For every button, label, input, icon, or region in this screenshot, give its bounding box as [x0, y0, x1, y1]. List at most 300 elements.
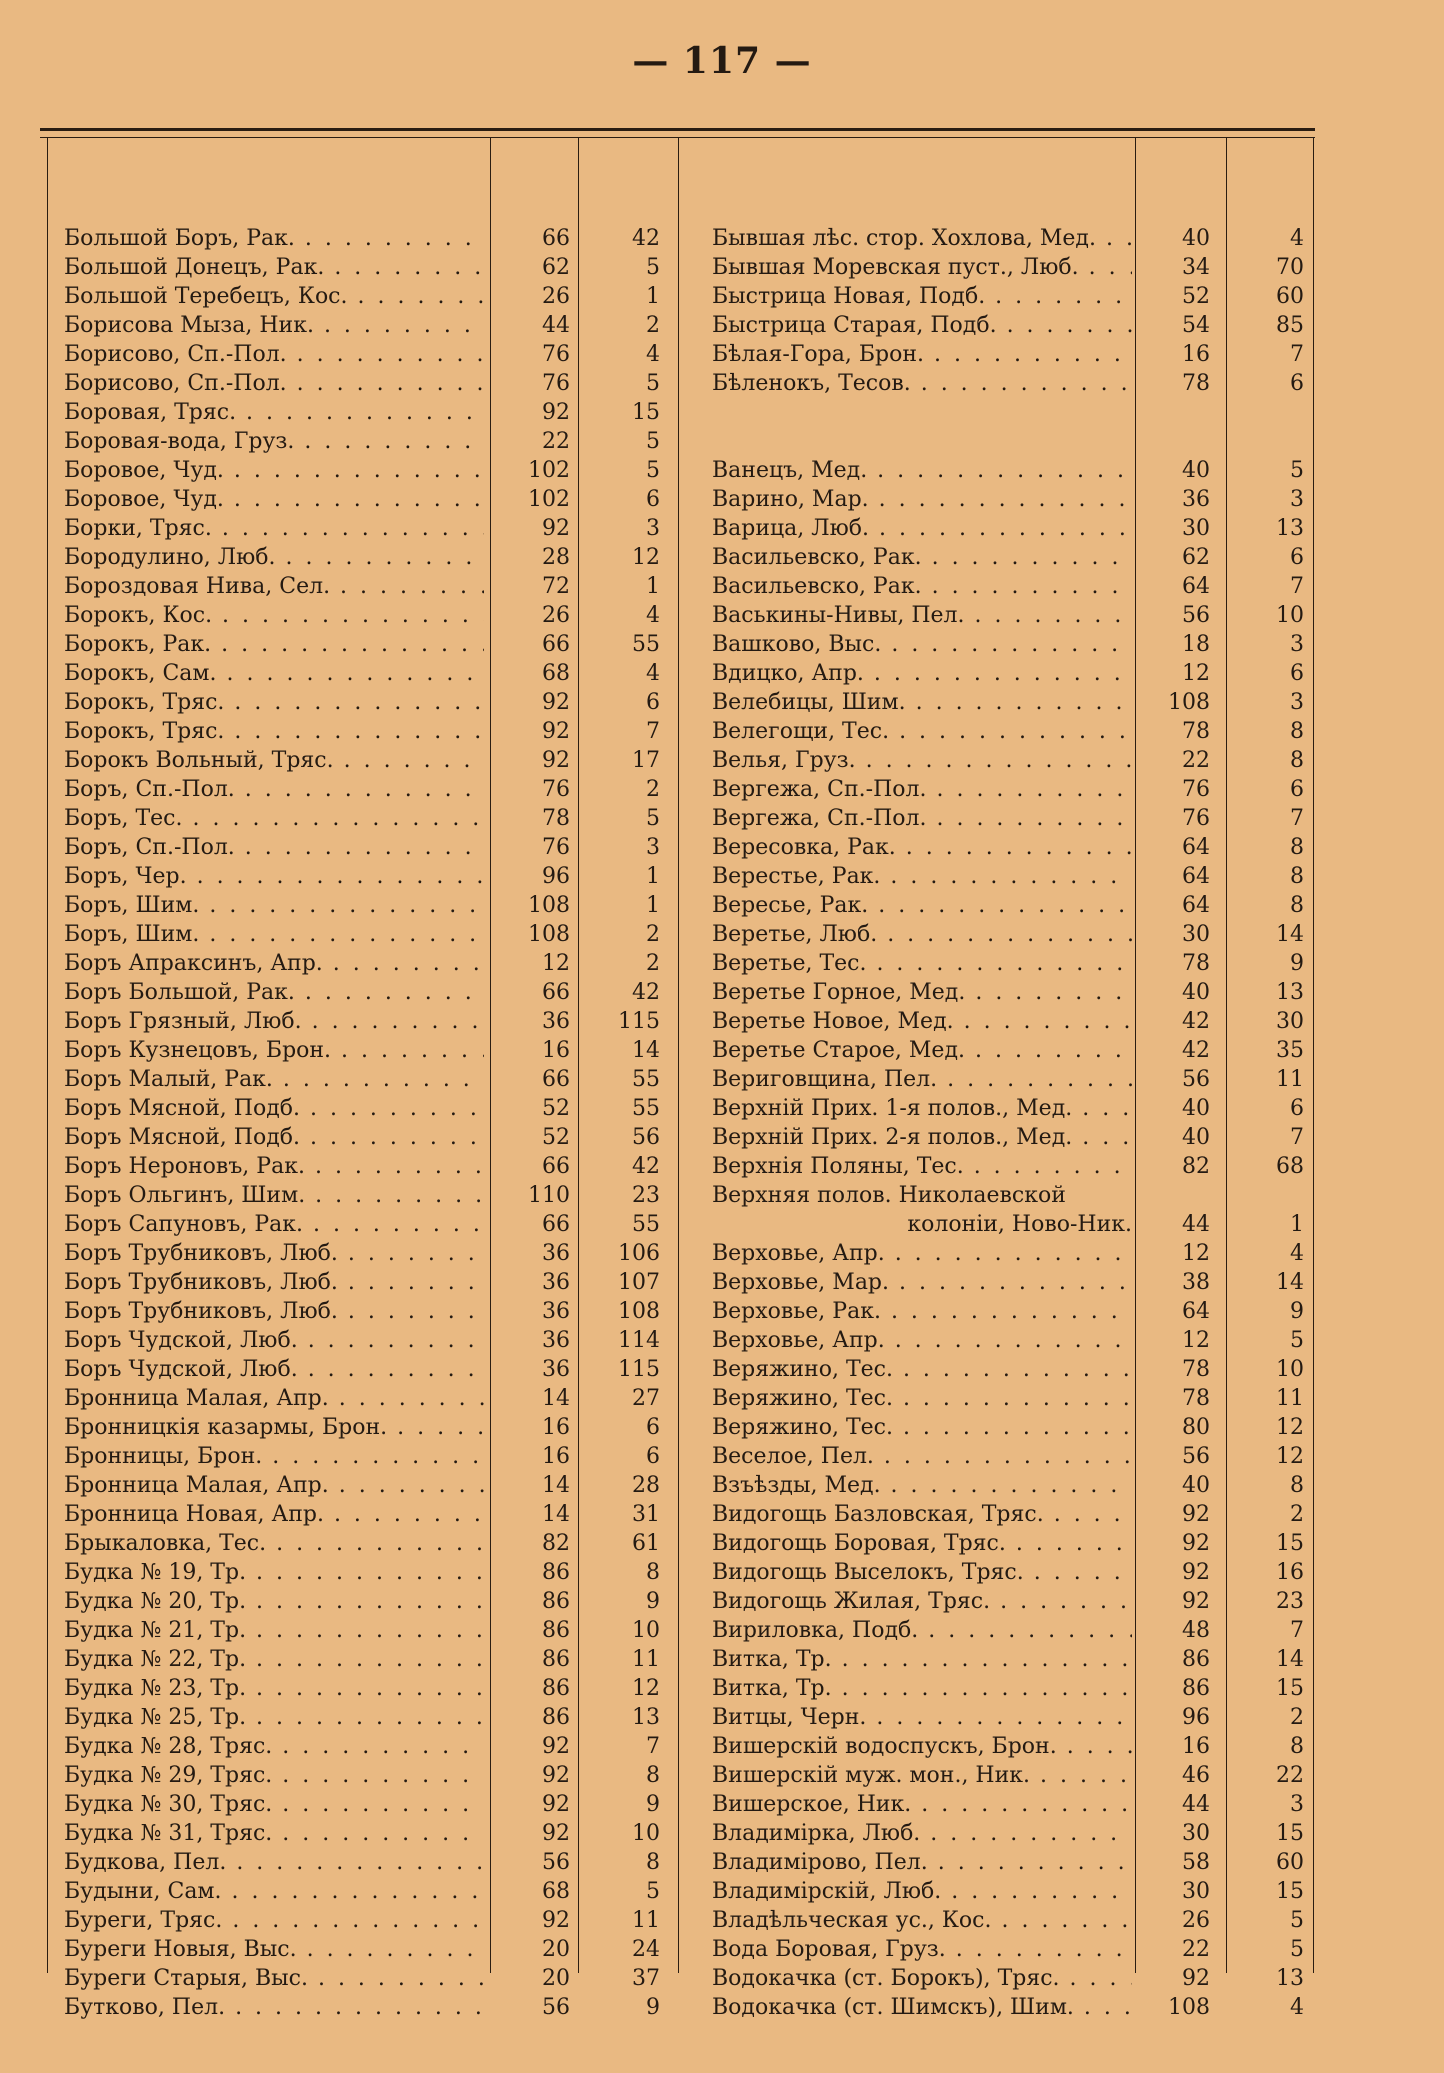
entry-name: Бородулино, Люб. . . .	[64, 543, 484, 572]
index-entry	[0, 1413, 1444, 1442]
entry-page: 62	[1182, 545, 1210, 570]
entry-page: 92	[542, 1792, 570, 1817]
entry-number: 15	[1276, 1676, 1304, 1701]
entry-number: 28	[632, 1473, 660, 1498]
entry-name: Верховье, Мар. . . .	[712, 1268, 1132, 1297]
entry-page: 86	[1182, 1647, 1210, 1672]
entry-page: 64	[1182, 864, 1210, 889]
entry-number: 1	[646, 574, 660, 599]
entry-name: Большой Теребецъ, Кос. . . .	[64, 282, 484, 311]
entry-name: Видогощь Выселокъ, Тряс. . . .	[712, 1558, 1132, 1587]
entry-name: Веселое, Пел. . . .	[712, 1442, 1132, 1471]
entry-page: 52	[1182, 284, 1210, 309]
entry-number: 4	[1290, 1241, 1304, 1266]
entry-number: 24	[632, 1937, 660, 1962]
entry-page: 26	[542, 603, 570, 628]
entry-number: 60	[1276, 1850, 1304, 1875]
entry-name: Бывшая лѣс. стор. Хохлова, Мед. . . .	[712, 224, 1132, 253]
index-entry	[0, 949, 1444, 978]
entry-page: 16	[1182, 342, 1210, 367]
entry-page: 38	[1182, 1270, 1210, 1295]
entry-name: Боръ, Шим. . . .	[64, 891, 484, 920]
entry-page: 66	[542, 1067, 570, 1092]
entry-page: 44	[1182, 1212, 1210, 1237]
entry-page: 86	[1182, 1676, 1210, 1701]
entry-name: колоніи, Ново-Ник.	[907, 1212, 1132, 1237]
entry-name: Боръ, Сп.-Пол. . . .	[64, 775, 484, 804]
entry-number: 6	[646, 487, 660, 512]
entry-page: 40	[1182, 1125, 1210, 1150]
entry-number: 55	[632, 1212, 660, 1237]
entry-name: Боръ, Тес. . . .	[64, 804, 484, 833]
entry-name: Борисова Мыза, Ник. . . .	[64, 311, 484, 340]
entry-number: 30	[1276, 1009, 1304, 1034]
entry-number: 9	[1290, 1299, 1304, 1324]
entry-name: Вишерскій муж. мон., Ник. . . .	[712, 1761, 1132, 1790]
entry-number: 13	[1276, 516, 1304, 541]
index-entry	[0, 630, 1444, 659]
index-entry	[0, 717, 1444, 746]
entry-page: 40	[1182, 458, 1210, 483]
index-entry	[0, 1268, 1444, 1297]
entry-number: 8	[1290, 748, 1304, 773]
entry-number: 3	[1290, 690, 1304, 715]
entry-page: 66	[542, 226, 570, 251]
entry-number: 68	[1276, 1154, 1304, 1179]
entry-name: Владимірскій, Люб. . . .	[712, 1877, 1132, 1906]
entry-name: Борокъ, Рак. . . .	[64, 630, 484, 659]
entry-page: 92	[542, 690, 570, 715]
entry-number: 56	[632, 1125, 660, 1150]
entry-name: Бѣленокъ, Тесов. . . .	[712, 369, 1132, 398]
entry-number: 6	[1290, 371, 1304, 396]
entry-number: 14	[1276, 922, 1304, 947]
entry-page: 12	[1182, 661, 1210, 686]
entry-page: 78	[1182, 1386, 1210, 1411]
entry-name: Буреги, Тряс. . . .	[64, 1906, 484, 1935]
entry-name: Будка № 20, Тр. . . .	[64, 1587, 484, 1616]
entry-number: 42	[632, 980, 660, 1005]
entry-page: 42	[1182, 1009, 1210, 1034]
entry-page: 56	[1182, 1444, 1210, 1469]
entry-name: Борокъ, Сам. . . .	[64, 659, 484, 688]
entry-number: 8	[1290, 719, 1304, 744]
entry-number: 55	[632, 1067, 660, 1092]
entry-page: 96	[542, 864, 570, 889]
index-entry	[0, 1326, 1444, 1355]
index-entry	[0, 1007, 1444, 1036]
entry-page: 14	[542, 1502, 570, 1527]
entry-name: Борокъ, Тряс. . . .	[64, 717, 484, 746]
entry-name: Верхній Прих. 2-я полов., Мед. . . .	[712, 1123, 1132, 1152]
entry-name: Верховье, Апр. . . .	[712, 1326, 1132, 1355]
index-entry	[0, 1877, 1444, 1906]
entry-page: 78	[1182, 951, 1210, 976]
entry-number: 8	[646, 1850, 660, 1875]
index-entry	[0, 514, 1444, 543]
entry-name: Владѣльческая ус., Кос. . . .	[712, 1906, 1132, 1935]
entry-name: Быстрица Новая, Подб. . . .	[712, 282, 1132, 311]
entry-name: Боровая-вода, Груз. . . .	[64, 427, 484, 456]
entry-name: Варица, Люб. . . .	[712, 514, 1132, 543]
entry-page: 80	[1182, 1415, 1210, 1440]
index-entry	[0, 1471, 1444, 1500]
entry-name: Вода Боровая, Груз. . . .	[712, 1935, 1132, 1964]
index-entry	[0, 1993, 1444, 2022]
entry-number: 12	[632, 1676, 660, 1701]
entry-number: 2	[646, 313, 660, 338]
entry-page: 64	[1182, 835, 1210, 860]
entry-number: 60	[1276, 284, 1304, 309]
entry-name: Боровое, Чуд. . . .	[64, 456, 484, 485]
index-entry	[0, 1674, 1444, 1703]
entry-number: 27	[632, 1386, 660, 1411]
entry-name: Боръ Ольгинъ, Шим. . . .	[64, 1181, 484, 1210]
entry-page: 92	[1182, 1589, 1210, 1614]
entry-page: 92	[542, 748, 570, 773]
entry-page: 30	[1182, 922, 1210, 947]
index-entry	[0, 920, 1444, 949]
entry-page: 108	[528, 893, 570, 918]
index-entry	[0, 833, 1444, 862]
entry-name: Борокъ, Тряс. . . .	[64, 688, 484, 717]
entry-name: Борисово, Сп.-Пол. . . .	[64, 369, 484, 398]
entry-name: Будка № 25, Тр. . . .	[64, 1703, 484, 1732]
entry-page: 78	[1182, 719, 1210, 744]
entry-name: Вересье, Рак. . . .	[712, 891, 1132, 920]
entry-page: 86	[542, 1676, 570, 1701]
entry-number: 7	[1290, 574, 1304, 599]
entry-number: 35	[1276, 1038, 1304, 1063]
entry-number: 42	[632, 1154, 660, 1179]
entry-number: 5	[1290, 1908, 1304, 1933]
entry-number: 11	[1276, 1386, 1304, 1411]
entry-page: 14	[542, 1473, 570, 1498]
entry-name: Владимірово, Пел. . . .	[712, 1848, 1132, 1877]
entry-name: Брыкаловка, Тес. . . .	[64, 1529, 484, 1558]
index-entry	[0, 1297, 1444, 1326]
entry-number: 5	[646, 429, 660, 454]
entry-page: 26	[542, 284, 570, 309]
entry-name: Боръ Грязный, Люб. . . .	[64, 1007, 484, 1036]
entry-number: 15	[1276, 1821, 1304, 1846]
entry-name: Боровое, Чуд. . . .	[64, 485, 484, 514]
entry-name: Бѣлая-Гора, Брон. . . .	[712, 340, 1132, 369]
entry-page: 48	[1182, 1618, 1210, 1643]
entry-number: 17	[632, 748, 660, 773]
entry-number: 85	[1276, 313, 1304, 338]
page-number: — 117 —	[632, 40, 812, 82]
entry-name: Вириловка, Подб. . . .	[712, 1616, 1132, 1645]
entry-page: 36	[542, 1270, 570, 1295]
entry-name: Боръ Малый, Рак. . . .	[64, 1065, 484, 1094]
entry-number: 107	[618, 1270, 660, 1295]
entry-number: 31	[632, 1502, 660, 1527]
entry-name: Веряжино, Тес. . . .	[712, 1413, 1132, 1442]
entry-name: Будка № 22, Тр. . . .	[64, 1645, 484, 1674]
index-entry	[0, 1587, 1444, 1616]
entry-page: 56	[1182, 1067, 1210, 1092]
entry-number: 10	[632, 1618, 660, 1643]
entry-name: Бронница Малая, Апр. . . .	[64, 1384, 484, 1413]
index-entry	[0, 804, 1444, 833]
index-entry	[0, 1616, 1444, 1645]
entry-name: Веретье Горное, Мед. . . .	[712, 978, 1132, 1007]
entry-name: Васильевско, Рак. . . .	[712, 543, 1132, 572]
entry-page: 92	[542, 1821, 570, 1846]
entry-name: Большой Донецъ, Рак. . . .	[64, 253, 484, 282]
entry-page: 52	[542, 1125, 570, 1150]
entry-page: 96	[1182, 1705, 1210, 1730]
entry-number: 5	[646, 1879, 660, 1904]
entry-name: Бороздовая Нива, Сел. . . .	[64, 572, 484, 601]
entry-number: 115	[618, 1357, 660, 1382]
entry-name: Ванецъ, Мед. . . .	[712, 456, 1132, 485]
entry-number: 11	[632, 1647, 660, 1672]
entry-number: 8	[1290, 835, 1304, 860]
entry-name: Будка № 28, Тряс. . . .	[64, 1732, 484, 1761]
entry-name: Борокъ Вольный, Тряс. . . .	[64, 746, 484, 775]
entry-name: Вишерское, Ник. . . .	[712, 1790, 1132, 1819]
entry-name: Борокъ, Кос. . . .	[64, 601, 484, 630]
entry-page: 64	[1182, 1299, 1210, 1324]
index-entry	[0, 1065, 1444, 1094]
entry-number: 3	[1290, 1792, 1304, 1817]
entry-name: Велья, Груз. . . .	[712, 746, 1132, 775]
entry-page: 92	[542, 1763, 570, 1788]
entry-name: Водокачка (ст. Шимскъ), Шим. . . .	[712, 1993, 1132, 2022]
entry-page: 40	[1182, 226, 1210, 251]
entry-page: 28	[542, 545, 570, 570]
entry-number: 5	[646, 371, 660, 396]
entry-name: Верхняя полов. Николаевской	[712, 1183, 1066, 1208]
entry-page: 76	[542, 835, 570, 860]
entry-page: 46	[1182, 1763, 1210, 1788]
index-entry	[0, 1152, 1444, 1181]
index-entry	[0, 978, 1444, 1007]
entry-name: Велегощи, Тес. . . .	[712, 717, 1132, 746]
entry-number: 6	[1290, 661, 1304, 686]
index-entry	[0, 1848, 1444, 1877]
entry-name: Вересовка, Рак. . . .	[712, 833, 1132, 862]
entry-name: Большой Боръ, Рак. . . .	[64, 224, 484, 253]
entry-number: 7	[1290, 1618, 1304, 1643]
entry-number: 2	[646, 777, 660, 802]
index-entry	[0, 1094, 1444, 1123]
entry-name: Вашково, Выс. . . .	[712, 630, 1132, 659]
entry-name: Варино, Мар. . . .	[712, 485, 1132, 514]
entry-name: Витка, Тр. . . .	[712, 1645, 1132, 1674]
entry-name: Верхній Прих. 1-я полов., Мед. . . .	[712, 1094, 1132, 1123]
entry-name: Васильевско, Рак. . . .	[712, 572, 1132, 601]
entry-name: Бронница Малая, Апр. . . .	[64, 1471, 484, 1500]
header-rule	[40, 128, 1315, 138]
entry-number: 9	[646, 1995, 660, 2020]
entry-page: 66	[542, 632, 570, 657]
entry-number: 5	[1290, 458, 1304, 483]
index-entry	[0, 282, 1444, 311]
index-entry	[0, 456, 1444, 485]
entry-number: 22	[1276, 1763, 1304, 1788]
entry-page: 16	[1182, 1734, 1210, 1759]
entry-name: Видогощь Боровая, Тряс. . . .	[712, 1529, 1132, 1558]
entry-number: 106	[618, 1241, 660, 1266]
entry-page: 56	[542, 1995, 570, 2020]
entry-page: 22	[1182, 1937, 1210, 1962]
entry-name: Быстрица Старая, Подб. . . .	[712, 311, 1132, 340]
entry-name: Верестье, Рак. . . .	[712, 862, 1132, 891]
entry-page: 86	[542, 1618, 570, 1643]
entry-page: 66	[542, 1212, 570, 1237]
entry-number: 23	[632, 1183, 660, 1208]
entry-number: 12	[1276, 1415, 1304, 1440]
entry-page: 36	[542, 1357, 570, 1382]
entry-number: 23	[1276, 1589, 1304, 1614]
entry-name: Верховье, Апр. . . .	[712, 1239, 1132, 1268]
entry-page: 30	[1182, 516, 1210, 541]
entry-number: 108	[618, 1299, 660, 1324]
entry-page: 76	[1182, 777, 1210, 802]
entry-name: Веретье Новое, Мед. . . .	[712, 1007, 1132, 1036]
index-entry	[0, 311, 1444, 340]
entry-name: Веретье, Тес. . . .	[712, 949, 1132, 978]
entry-name: Водокачка (ст. Борокъ), Тряс. . . .	[712, 1964, 1132, 1993]
index-entry	[0, 601, 1444, 630]
entry-page: 16	[542, 1038, 570, 1063]
entry-number: 6	[646, 690, 660, 715]
entry-number: 8	[1290, 1734, 1304, 1759]
entry-name: Витка, Тр. . . .	[712, 1674, 1132, 1703]
entry-number: 6	[646, 1415, 660, 1440]
entry-name: Боръ Мясной, Подб. . . .	[64, 1094, 484, 1123]
entry-name: Буреги Старыя, Выс. . . .	[64, 1964, 484, 1993]
index-entry	[0, 891, 1444, 920]
entry-name: Будкова, Пел. . . .	[64, 1848, 484, 1877]
entry-page: 16	[542, 1415, 570, 1440]
entry-number: 10	[1276, 1357, 1304, 1382]
entry-name: Боръ Нероновъ, Рак. . . .	[64, 1152, 484, 1181]
entry-page: 40	[1182, 980, 1210, 1005]
index-entry	[0, 1790, 1444, 1819]
index-entry	[0, 688, 1444, 717]
entry-number: 55	[632, 1096, 660, 1121]
entry-number: 7	[646, 719, 660, 744]
entry-number: 14	[632, 1038, 660, 1063]
entry-page: 108	[528, 922, 570, 947]
entry-page: 76	[542, 777, 570, 802]
entry-page: 42	[1182, 1038, 1210, 1063]
entry-number: 4	[1290, 226, 1304, 251]
entry-page: 92	[1182, 1966, 1210, 1991]
entry-page: 58	[1182, 1850, 1210, 1875]
entry-page: 30	[1182, 1821, 1210, 1846]
entry-name: Владимірка, Люб. . . .	[712, 1819, 1132, 1848]
entry-name: Бронницы, Брон. . . .	[64, 1442, 484, 1471]
entry-number: 15	[1276, 1879, 1304, 1904]
index-entry	[0, 1355, 1444, 1384]
entry-page: 92	[542, 719, 570, 744]
entry-page: 82	[542, 1531, 570, 1556]
entry-page: 18	[1182, 632, 1210, 657]
entry-name: Веряжино, Тес. . . .	[712, 1384, 1132, 1413]
entry-page: 110	[528, 1183, 570, 1208]
index-entry	[0, 1500, 1444, 1529]
entry-name: Верхнія Поляны, Тес. . . .	[712, 1152, 1132, 1181]
entry-page: 22	[542, 429, 570, 454]
entry-name: Витцы, Черн. . . .	[712, 1703, 1132, 1732]
entry-number: 7	[646, 1734, 660, 1759]
entry-page: 102	[528, 487, 570, 512]
entry-number: 15	[1276, 1531, 1304, 1556]
entry-number: 9	[1290, 951, 1304, 976]
index-entry	[0, 253, 1444, 282]
entry-name: Будка № 21, Тр. . . .	[64, 1616, 484, 1645]
entry-page: 36	[1182, 487, 1210, 512]
index-entry	[0, 1210, 1444, 1239]
entry-page: 36	[542, 1299, 570, 1324]
entry-page: 64	[1182, 893, 1210, 918]
entry-name: Бутково, Пел. . . .	[64, 1993, 484, 2022]
entry-name: Боръ Большой, Рак. . . .	[64, 978, 484, 1007]
entry-number: 61	[632, 1531, 660, 1556]
entry-number: 4	[646, 661, 660, 686]
entry-page: 14	[542, 1386, 570, 1411]
entry-number: 4	[646, 342, 660, 367]
index-entry	[0, 485, 1444, 514]
entry-number: 7	[1290, 806, 1304, 831]
entry-page: 12	[1182, 1241, 1210, 1266]
index-entry	[0, 1036, 1444, 1065]
entry-page: 22	[1182, 748, 1210, 773]
entry-name: Будка № 29, Тряс. . . .	[64, 1761, 484, 1790]
entry-number: 6	[1290, 1096, 1304, 1121]
entry-number: 10	[1276, 603, 1304, 628]
entry-page: 92	[542, 1908, 570, 1933]
entry-number: 5	[646, 255, 660, 280]
entry-number: 16	[1276, 1560, 1304, 1585]
entry-page: 92	[542, 1734, 570, 1759]
entry-page: 44	[542, 313, 570, 338]
index-entry	[0, 369, 1444, 398]
entry-page: 86	[542, 1560, 570, 1585]
entry-number: 13	[1276, 1966, 1304, 1991]
entry-number: 5	[1290, 1937, 1304, 1962]
entry-page: 40	[1182, 1473, 1210, 1498]
entry-number: 12	[1276, 1444, 1304, 1469]
entry-page: 36	[542, 1241, 570, 1266]
entry-page: 76	[542, 371, 570, 396]
index-entry	[0, 1935, 1444, 1964]
entry-page: 20	[542, 1966, 570, 1991]
entry-page: 36	[542, 1328, 570, 1353]
entry-page: 78	[542, 806, 570, 831]
entry-page: 66	[542, 1154, 570, 1179]
entry-name: Боръ Чудской, Люб. . . .	[64, 1326, 484, 1355]
index-entry	[0, 1181, 1444, 1210]
entry-number: 37	[632, 1966, 660, 1991]
entry-number: 7	[1290, 342, 1304, 367]
index-entry	[0, 398, 1444, 427]
entry-number: 6	[1290, 777, 1304, 802]
entry-page: 108	[1168, 1995, 1210, 2020]
entry-name: Будыни, Сам. . . .	[64, 1877, 484, 1906]
entry-number: 9	[646, 1792, 660, 1817]
entry-name: Бывшая Моревская пуст., Люб. . . .	[712, 253, 1132, 282]
index-entry	[0, 1906, 1444, 1935]
entry-page: 92	[542, 400, 570, 425]
index-entry	[0, 224, 1444, 253]
entry-number: 42	[632, 226, 660, 251]
